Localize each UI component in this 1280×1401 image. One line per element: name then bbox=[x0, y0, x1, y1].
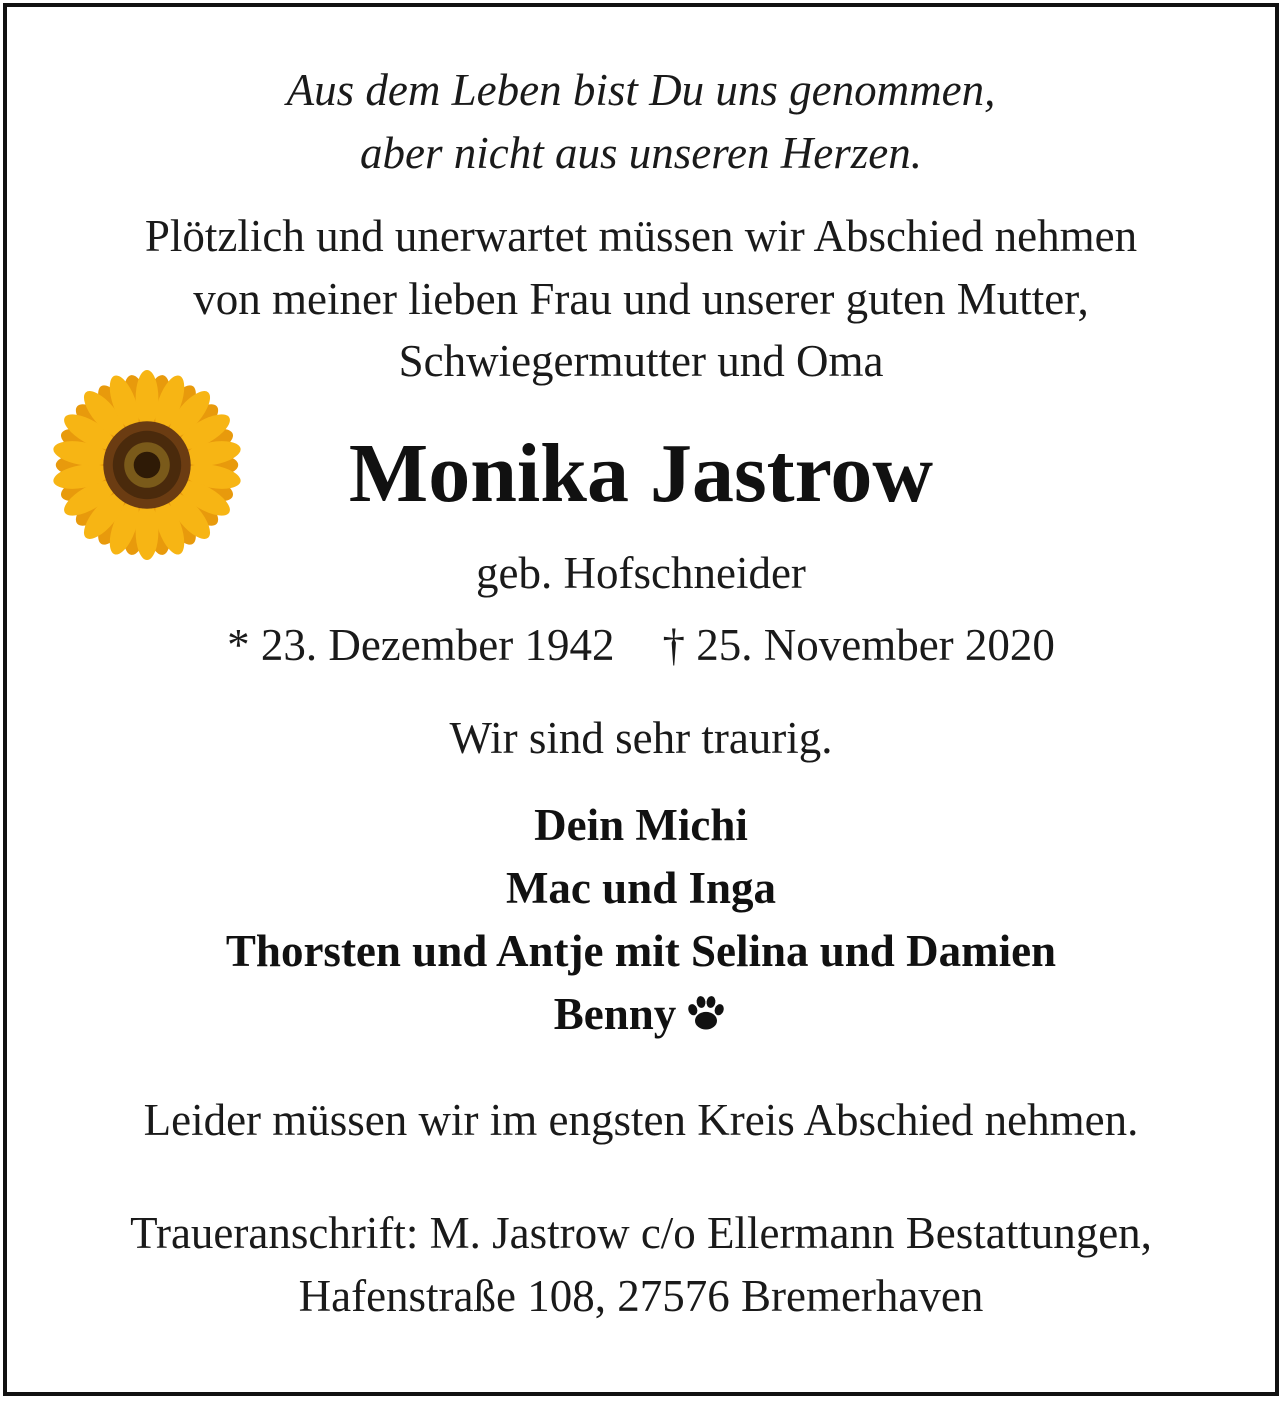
intro-line-3: Schwiegermutter und Oma bbox=[398, 336, 884, 386]
address-line-2: Hafenstraße 108, 27576 Bremerhaven bbox=[298, 1271, 984, 1321]
birth-name: geb. Hofschneider bbox=[476, 548, 806, 598]
obituary-card bbox=[3, 3, 1279, 1396]
mourner-4-line bbox=[7, 988, 1275, 1040]
mourner-3: Thorsten und Antje mit Selina und Damien bbox=[225, 926, 1057, 976]
sentiment-text: Wir sind sehr traurig. bbox=[449, 713, 833, 763]
address-line-1: Traueranschrift: M. Jastrow c/o Ellermann Bestattungen, bbox=[130, 1208, 1152, 1258]
mourner-4: Benny bbox=[553, 989, 677, 1039]
deceased-name: Monika Jastrow bbox=[348, 427, 934, 520]
notice-text: Leider müssen wir im engsten Kreis Abschied nehmen. bbox=[143, 1095, 1139, 1145]
intro-line-2: von meiner lieben Frau und unserer guten Mutter, bbox=[193, 274, 1089, 324]
mourner-1: Dein Michi bbox=[534, 800, 748, 850]
paw-print-icon bbox=[684, 991, 728, 1035]
verse-line-2: aber nicht aus unseren Herzen. bbox=[360, 128, 922, 178]
death-date: † 25. November 2020 bbox=[662, 620, 1055, 670]
birth-date: * 23. Dezember 1942 bbox=[227, 620, 615, 670]
verse-line-1: Aus dem Leben bist Du uns genommen, bbox=[286, 65, 996, 115]
intro-line-1: Plötzlich und unerwartet müssen wir Abschied nehmen bbox=[144, 211, 1138, 261]
life-dates bbox=[7, 619, 1275, 671]
mourner-2: Mac und Inga bbox=[505, 863, 777, 913]
